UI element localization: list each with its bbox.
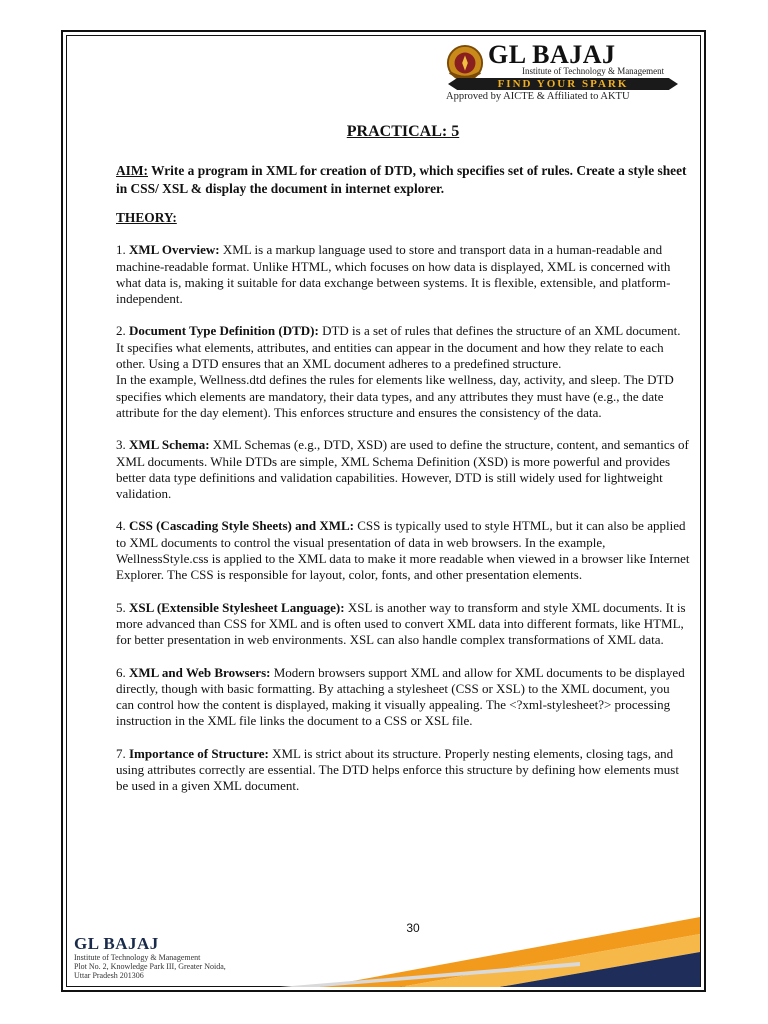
footer-logo [74, 935, 324, 983]
footer-logo-title: GL BAJAJ [74, 934, 159, 953]
footer-swoosh-graphic [280, 912, 700, 987]
section-number: 6. [116, 664, 129, 680]
section-text: XML Schemas (e.g., DTD, XSD) are used to define the structure, content, and semantics of XML documents. While DTDs are simple, XML Schema Definition (XSD) is more powerful and provides better data type definitions and validation capabilities. However, DTD is still widely used for lightweight validation. [116, 437, 689, 502]
logo-approved: Approved by AICTE & Affiliated to AKTU [446, 91, 630, 102]
logo-subtitle: Institute of Technology & Management [522, 66, 665, 76]
section-heading: XML Overview: [129, 242, 220, 258]
footer-line-2: Plot No. 2, Knowledge Park III, Greater Noida, [74, 962, 226, 971]
section-web-browsers [116, 665, 690, 730]
section-xml-overview [116, 242, 690, 307]
section-text: XSL is another way to transform and style XML documents. It is more advanced than CSS for XML and is often used to convert XML data into different formats, like HTML, for better presentation in web environments. XSL can also handle complex transformations of XML data. [116, 599, 686, 648]
section-number: 4. [116, 518, 129, 534]
section-number: 5. [116, 599, 129, 615]
logo-tagline: FIND YOUR SPARK [497, 78, 629, 90]
section-text: XML is a markup language used to store and transport data in a human-readable and machine-readable format. Unlike HTML, which focuses on how data is displayed, XML is concerned with what data is, making it suitable for data exchange between systems. It is flexible, extensible, and platform-independent. [116, 242, 671, 307]
aim-paragraph [116, 162, 690, 198]
section-xsl [116, 600, 690, 649]
section-heading: Document Type Definition (DTD): [129, 323, 319, 339]
section-heading: CSS (Cascading Style Sheets) and XML: [129, 518, 354, 534]
section-dtd [116, 323, 690, 421]
document-content [116, 118, 690, 811]
section-xml-schema [116, 437, 690, 502]
page-number: 30 [406, 921, 420, 935]
section-number: 2. [116, 323, 129, 339]
section-number: 1. [116, 242, 129, 258]
footer-line-3: Uttar Pradesh 201306 [74, 971, 144, 980]
theory-heading: THEORY: [116, 210, 177, 225]
aim-label: AIM: [116, 163, 148, 178]
logo-title: GL BAJAJ [488, 40, 616, 69]
header-logo [432, 40, 684, 104]
section-number: 7. [116, 745, 129, 761]
section-heading: XSL (Extensible Stylesheet Language): [129, 599, 345, 615]
section-structure [116, 746, 690, 795]
section-extra-text: In the example, Wellness.dtd defines the rules for elements like wellness, day, activity, and sleep. The DTD specifies which elements are mandatory, their data types, and any attributes they must have (e.g., the date attribute for the day element). This enforces structure and ensures the consistency of the data. [116, 372, 674, 420]
section-heading: Importance of Structure: [129, 745, 269, 761]
section-css-xml [116, 518, 690, 583]
page-title: PRACTICAL: 5 [346, 123, 460, 140]
aim-text: Write a program in XML for creation of DTD, which specifies set of rules. Create a style sheet in CSS/ XSL & display the document in internet explorer. [116, 163, 687, 196]
section-text: CSS is typically used to style HTML, but it can also be applied to XML documents to control the visual presentation of data in web browsers. In the example, WellnessStyle.css is applied to the XML data to make it more readable when viewed in a browser like Internet Explorer. The CSS is responsible for layout, color, fonts, and other presentation elements. [116, 518, 690, 583]
section-text: XML is strict about its structure. Properly nesting elements, closing tags, and using attributes correctly are essential. The DTD helps enforce this structure by defining how elements must be used in a given XML document. [116, 745, 679, 794]
section-number: 3. [116, 437, 129, 453]
section-heading: XML Schema: [129, 437, 210, 453]
section-heading: XML and Web Browsers: [129, 664, 271, 680]
section-text: Modern browsers support XML and allow for XML documents to be displayed directly, though with basic formatting. By attaching a stylesheet (CSS or XSL) to the XML document, you can control how the content is displayed, making it visually appealing. The <?xml-stylesheet?> processing instruction in the XML file links the document to a CSS or XSL file. [116, 664, 685, 729]
section-text: DTD is a set of rules that defines the structure of an XML document. It specifies what elements, attributes, and entities can appear in the document and how they relate to each other. Using a DTD ensures that an XML document adheres to a predefined structure. [116, 323, 681, 372]
footer-line-1: Institute of Technology & Management [74, 953, 201, 962]
